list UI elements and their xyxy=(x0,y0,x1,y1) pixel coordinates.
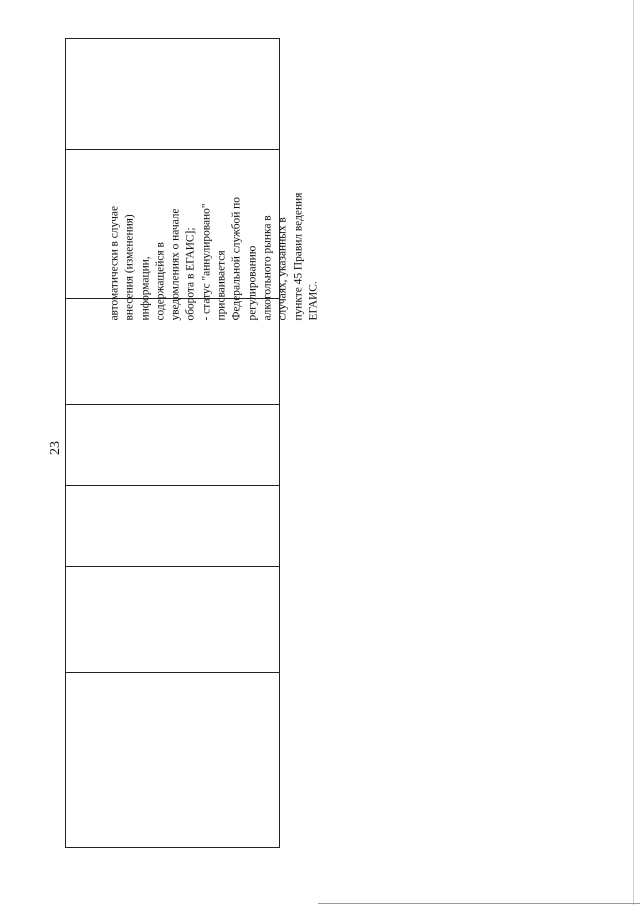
row-divider-1 xyxy=(65,149,280,150)
scan-edge-right xyxy=(633,0,634,905)
cell-line: уведомлениях о начале xyxy=(169,208,182,321)
cell-line: содержащейся в xyxy=(154,242,167,321)
cell-line: регулированию xyxy=(246,245,259,321)
table-frame xyxy=(65,38,280,848)
cell-line: алкогольного рынка в xyxy=(261,215,274,321)
cell-line: внесения (изменения) xyxy=(123,214,136,321)
cell-line: ЕГАИС. xyxy=(307,281,320,321)
row-divider-5 xyxy=(65,566,280,567)
page-number: 23 xyxy=(48,441,63,455)
scan-edge-bottom xyxy=(318,903,640,904)
table-cell-text xyxy=(106,184,320,324)
row-divider-3 xyxy=(65,404,280,405)
cell-line: Федеральной службой по xyxy=(230,197,243,321)
row-divider-6 xyxy=(65,672,280,673)
cell-line: присваивается xyxy=(215,250,228,321)
cell-line: автоматически в случае xyxy=(108,205,121,321)
cell-line: информации, xyxy=(139,256,152,321)
cell-line: оборота в ЕГАИС]; xyxy=(184,227,197,321)
cell-line: - статус "аннулировано" xyxy=(200,203,213,321)
cell-line: пункте 45 Правил ведения xyxy=(292,192,305,321)
cell-line: случаях, указанных в xyxy=(276,217,289,321)
row-divider-4 xyxy=(65,485,280,486)
